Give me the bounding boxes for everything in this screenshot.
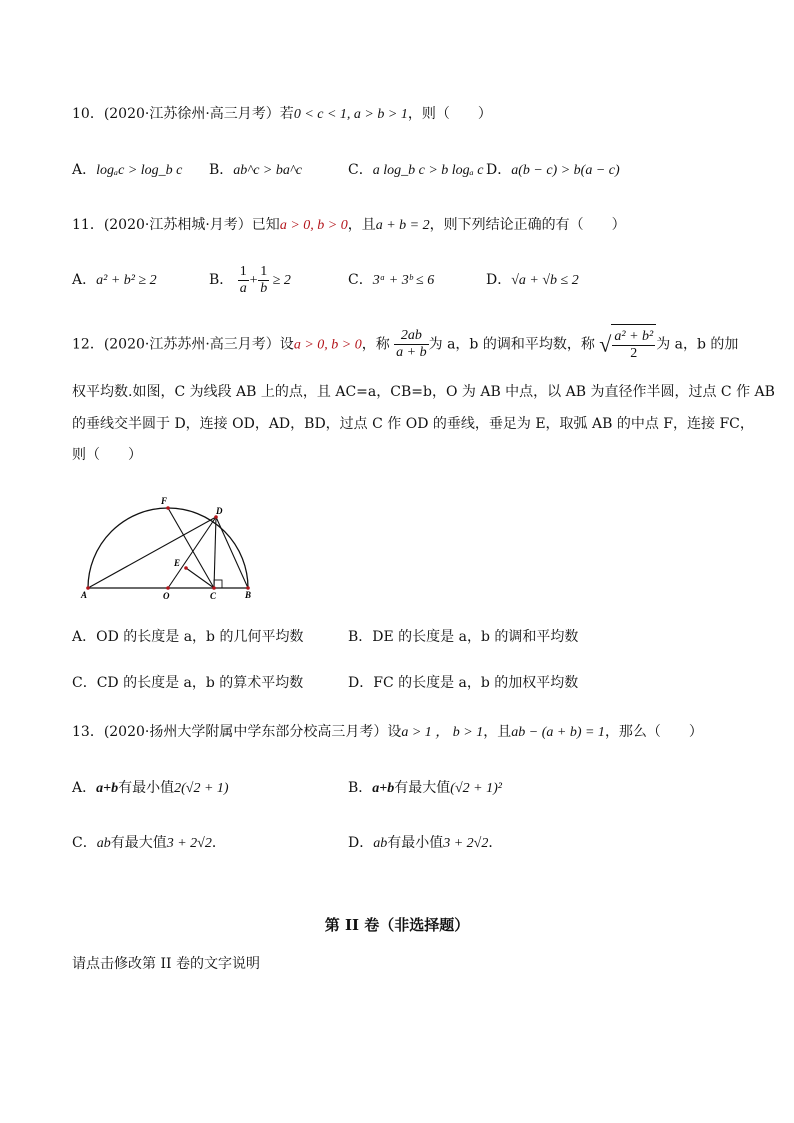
q13-option-c[interactable]: C．ab有最大值3 + 2√2． <box>72 835 226 851</box>
semicircle-figure <box>70 490 270 602</box>
point-e <box>184 566 188 570</box>
q12-stem-line4: 则（ ） <box>72 447 142 463</box>
q11-option-b[interactable]: B． $\frac{1}{a}$ + $\frac{1}{b}$ ≥ 2 <box>209 263 291 296</box>
q12-stem-line3: 的垂线交半圆于 D，连接 OD，AD，BD，过点 C 作 OD 的垂线，垂足为 E，取弧 AB 的中点 F，连接 FC， <box>72 416 754 432</box>
segment-fc <box>168 508 214 588</box>
q12-option-d[interactable]: D．FC 的长度是 a，b 的加权平均数 <box>348 675 579 691</box>
q13-option-a[interactable]: A．a+b有最小值2(√2 + 1) <box>72 780 229 796</box>
label-e: E <box>174 558 181 568</box>
section-note[interactable]: 请点击修改第 II 卷的文字说明 <box>72 956 260 972</box>
harmonic-mean-fraction: $\frac{2ab}{a + b}$ <box>396 328 427 360</box>
q12-option-c[interactable]: C．CD 的长度是 a，b 的算术平均数 <box>72 675 304 691</box>
q10-stem: 10．(2020·江苏徐州·高三月考）若0 < c < 1, a > b > 1，则（ ） <box>72 106 492 122</box>
q11-stem: 11．(2020·江苏相城·月考）已知a > 0, b > 0，且a + b = 2，则下列结论正确的有（ ） <box>72 217 626 233</box>
q11-option-a[interactable]: A．a² + b² ≥ 2 <box>72 272 157 288</box>
q12-stem-line1: 12．(2020·江苏苏州·高三月考）设a > 0, b > 0，称 $\frac{2ab}{a + b}$ 为 a，b 的调和平均数，称 √ $\frac{\text{a² + b²}}{2}$ 为 a，b 的加 <box>72 324 738 366</box>
q12-stem-line2: 权平均数.如图，C 为线段 AB 上的点，且 AC=a，CB=b，O 为 AB 中点，以 AB 为直径作半圆，过点 C 作 AB <box>72 384 775 400</box>
label-d: D <box>216 506 223 516</box>
q12-option-b[interactable]: B．DE 的长度是 a，b 的调和平均数 <box>348 629 579 645</box>
point-f <box>166 506 170 510</box>
label-c: C <box>210 591 217 601</box>
semicircle-arc <box>88 508 248 588</box>
q10-option-b[interactable]: B．ab^c > ba^c <box>209 162 302 178</box>
label-a: A <box>81 590 88 600</box>
segment-od <box>168 517 216 588</box>
point-o <box>166 586 170 590</box>
label-o: O <box>163 591 170 601</box>
label-f: F <box>161 496 168 506</box>
label-b: B <box>245 590 252 600</box>
q13-stem: 13．(2020·扬州大学附属中学东部分校高三月考）设a > 1 ， b > 1，且ab − (a + b) = 1，那么（ ） <box>72 724 703 740</box>
point-c <box>212 586 216 590</box>
fraction-1-over-b: $\frac{1}{b}$ <box>260 263 268 296</box>
q10-option-a[interactable]: A．logₐc > log_b c <box>72 162 183 178</box>
q13-option-b[interactable]: B．a+b有最大值(√2 + 1)² <box>348 780 502 796</box>
segment-ad <box>88 517 216 588</box>
q10-option-c[interactable]: C．a log_b c > b logₐ c <box>348 162 484 178</box>
section-title: 第 II 卷（非选择题） <box>324 916 470 934</box>
q12-option-a[interactable]: A．OD 的长度是 a，b 的几何平均数 <box>72 629 304 645</box>
segment-bd <box>216 517 248 588</box>
q11-option-c[interactable]: C．3ᵃ + 3ᵇ ≤ 6 <box>348 272 435 288</box>
q10-option-d[interactable]: D．a(b − c) > b(a − c) <box>486 162 620 178</box>
segment-ce <box>186 568 214 588</box>
segment-cd <box>214 517 216 588</box>
fraction-1-over-a: $\frac{1}{a}$ <box>239 263 247 296</box>
q13-option-d[interactable]: D．ab有最小值3 + 2√2． <box>348 835 503 851</box>
q11-option-d[interactable]: D．√a + √b ≤ 2 <box>486 272 579 288</box>
weighted-mean-sqrt: $\frac{\text{a² + b²}}{2}$ <box>611 324 656 365</box>
